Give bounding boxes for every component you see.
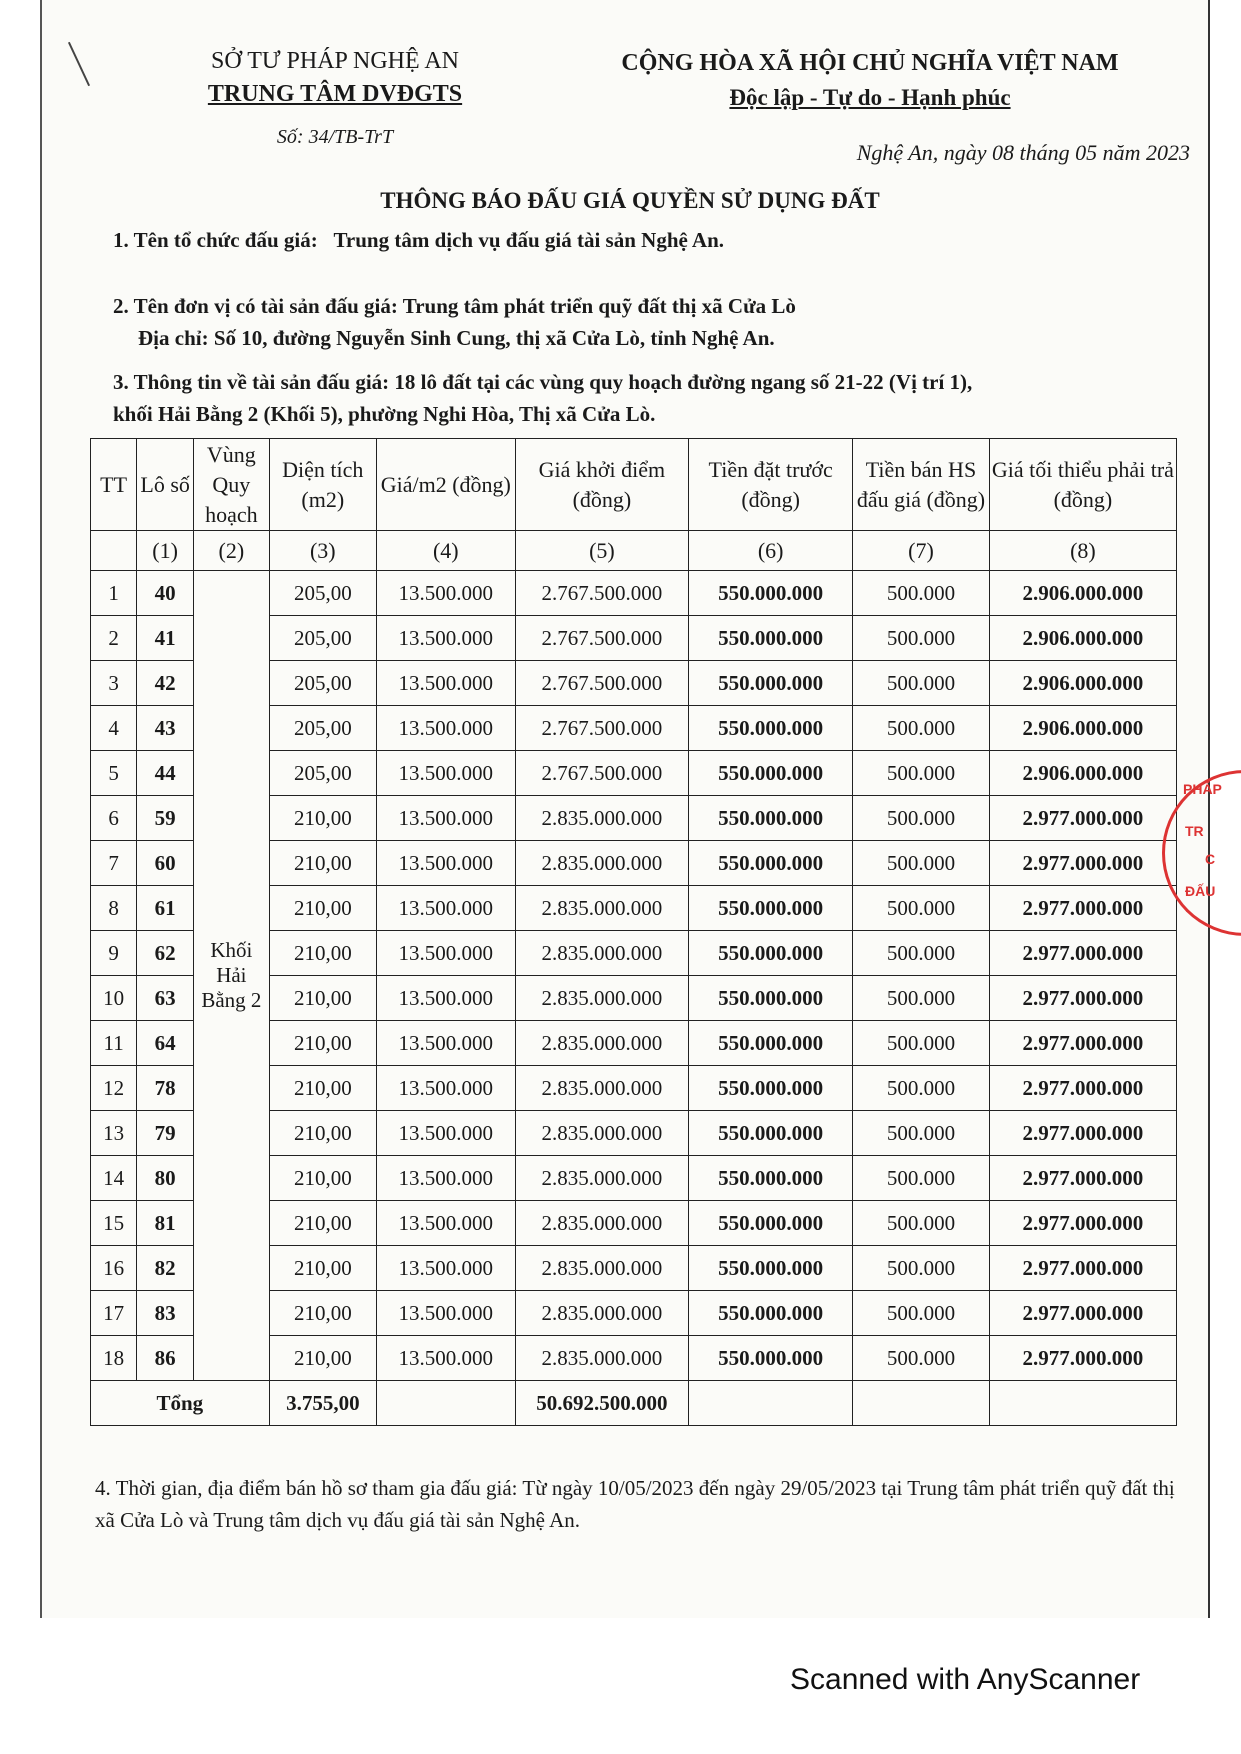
start-price-cell: 2.767.500.000	[515, 571, 688, 616]
fee-cell: 500.000	[853, 1201, 990, 1246]
fee-cell: 500.000	[853, 886, 990, 931]
start-price-cell: 2.767.500.000	[515, 661, 688, 706]
lot-cell: 41	[137, 616, 194, 661]
section-1-label: 1. Tên tổ chức đấu giá:	[113, 228, 318, 252]
stamp-text: TR	[1185, 823, 1204, 839]
national-header	[560, 50, 1180, 111]
stamp-text: ĐẤU	[1185, 883, 1216, 899]
start-price-cell: 2.835.000.000	[515, 1111, 688, 1156]
index-cell: (5)	[515, 531, 688, 571]
min-price-cell: 2.906.000.000	[989, 616, 1176, 661]
section-3-line1: 3. Thông tin về tài sản đấu giá: 18 lô đất tại các vùng quy hoạch đường ngang số 21-22 (Vị trí 1),	[113, 370, 973, 394]
deposit-cell: 550.000.000	[689, 931, 853, 976]
header-cell: Giá/m2 (đồng)	[376, 439, 515, 531]
start-price-cell: 2.767.500.000	[515, 751, 688, 796]
index-cell: (2)	[194, 531, 270, 571]
fee-cell: 500.000	[853, 706, 990, 751]
header-cell: TT	[91, 439, 137, 531]
empty-cell	[989, 1381, 1176, 1426]
min-price-cell: 2.977.000.000	[989, 1156, 1176, 1201]
lot-cell: 80	[137, 1156, 194, 1201]
section-4: 4. Thời gian, địa điểm bán hồ sơ tham gia đấu giá: Từ ngày 10/05/2023 đến ngày 29/05/2023 tại Trung tâm phát triển quỹ đất thị xã Cửa Lò và Trung tâm dịch vụ đấu giá tài sản Nghệ An.	[95, 1476, 1175, 1532]
lot-cell: 60	[137, 841, 194, 886]
area-cell: 205,00	[269, 661, 376, 706]
price-cell: 13.500.000	[376, 751, 515, 796]
min-price-cell: 2.906.000.000	[989, 661, 1176, 706]
scanner-watermark: Scanned with AnyScanner	[790, 1663, 1141, 1696]
column-index-row	[91, 531, 1177, 571]
price-cell: 13.500.000	[376, 796, 515, 841]
min-price-cell: 2.977.000.000	[989, 1336, 1176, 1381]
area-cell: 210,00	[269, 1111, 376, 1156]
min-price-cell: 2.977.000.000	[989, 1111, 1176, 1156]
motto: Độc lập - Tự do - Hạnh phúc	[729, 85, 1011, 110]
price-cell: 13.500.000	[376, 886, 515, 931]
header-cell: Lô số	[137, 439, 194, 531]
start-price-cell: 2.835.000.000	[515, 796, 688, 841]
price-cell: 13.500.000	[376, 1336, 515, 1381]
tt-cell: 5	[91, 751, 137, 796]
tt-cell: 8	[91, 886, 137, 931]
deposit-cell: 550.000.000	[689, 1021, 853, 1066]
fee-cell: 500.000	[853, 1336, 990, 1381]
area-cell: 210,00	[269, 1066, 376, 1111]
area-cell: 210,00	[269, 1336, 376, 1381]
deposit-cell: 550.000.000	[689, 886, 853, 931]
price-cell: 13.500.000	[376, 706, 515, 751]
section-1	[113, 224, 724, 256]
price-cell: 13.500.000	[376, 1246, 515, 1291]
fee-cell: 500.000	[853, 796, 990, 841]
area-cell: 205,00	[269, 616, 376, 661]
start-price-cell: 2.835.000.000	[515, 1021, 688, 1066]
price-cell: 13.500.000	[376, 571, 515, 616]
tt-cell: 7	[91, 841, 137, 886]
tt-cell: 3	[91, 661, 137, 706]
lot-cell: 83	[137, 1291, 194, 1336]
lot-cell: 64	[137, 1021, 194, 1066]
area-cell: 205,00	[269, 571, 376, 616]
price-cell: 13.500.000	[376, 1111, 515, 1156]
deposit-cell: 550.000.000	[689, 616, 853, 661]
index-cell: (8)	[989, 531, 1176, 571]
lot-cell: 61	[137, 886, 194, 931]
fee-cell: 500.000	[853, 1021, 990, 1066]
index-cell: (1)	[137, 531, 194, 571]
header-cell: Giá tối thiểu phải trả (đồng)	[989, 439, 1176, 531]
min-price-cell: 2.977.000.000	[989, 886, 1176, 931]
agency-line2: TRUNG TÂM DVĐGTS	[207, 81, 463, 107]
lot-cell: 59	[137, 796, 194, 841]
area-cell: 210,00	[269, 976, 376, 1021]
country-name: CỘNG HÒA XÃ HỘI CHỦ NGHĨA VIỆT NAM	[621, 50, 1119, 76]
lot-cell: 82	[137, 1246, 194, 1291]
total-label: Tổng	[91, 1381, 270, 1426]
deposit-cell: 550.000.000	[689, 976, 853, 1021]
price-cell: 13.500.000	[376, 1021, 515, 1066]
start-price-cell: 2.835.000.000	[515, 1336, 688, 1381]
price-cell: 13.500.000	[376, 976, 515, 1021]
deposit-cell: 550.000.000	[689, 1156, 853, 1201]
min-price-cell: 2.977.000.000	[989, 976, 1176, 1021]
area-cell: 210,00	[269, 1156, 376, 1201]
deposit-cell: 550.000.000	[689, 841, 853, 886]
table-header-row	[91, 439, 1177, 531]
agency-header	[160, 48, 510, 149]
lot-cell: 42	[137, 661, 194, 706]
header-cell: Giá khởi điểm (đồng)	[515, 439, 688, 531]
min-price-cell: 2.977.000.000	[989, 931, 1176, 976]
index-cell: (3)	[269, 531, 376, 571]
start-price-cell: 2.767.500.000	[515, 616, 688, 661]
start-price-cell: 2.835.000.000	[515, 1246, 688, 1291]
tt-cell: 15	[91, 1201, 137, 1246]
fee-cell: 500.000	[853, 571, 990, 616]
document-title: THÔNG BÁO ĐẤU GIÁ QUYỀN SỬ DỤNG ĐẤT	[380, 188, 880, 213]
header-cell: Tiền đặt trước (đồng)	[689, 439, 853, 531]
area-cell: 210,00	[269, 1246, 376, 1291]
start-price-cell: 2.835.000.000	[515, 931, 688, 976]
index-cell	[91, 531, 137, 571]
start-price-cell: 2.835.000.000	[515, 841, 688, 886]
issue-date: Nghệ An, ngày 08 tháng 05 năm 2023	[856, 140, 1190, 165]
tt-cell: 17	[91, 1291, 137, 1336]
fee-cell: 500.000	[853, 751, 990, 796]
deposit-cell: 550.000.000	[689, 1201, 853, 1246]
zone-cell: Khối Hải Bằng 2	[194, 571, 270, 1381]
area-cell: 205,00	[269, 706, 376, 751]
header-cell: Tiền bán HS đấu giá (đồng)	[853, 439, 990, 531]
price-cell: 13.500.000	[376, 1291, 515, 1336]
min-price-cell: 2.977.000.000	[989, 1201, 1176, 1246]
section-3-line2: khối Hải Bằng 2 (Khối 5), phường Nghi Hòa, Thị xã Cửa Lò.	[113, 402, 656, 426]
tt-cell: 10	[91, 976, 137, 1021]
min-price-cell: 2.906.000.000	[989, 571, 1176, 616]
tt-cell: 6	[91, 796, 137, 841]
start-price-cell: 2.835.000.000	[515, 1156, 688, 1201]
area-cell: 210,00	[269, 1291, 376, 1336]
start-price-cell: 2.835.000.000	[515, 886, 688, 931]
section-2-line2: Địa chỉ: Số 10, đường Nguyễn Sinh Cung, thị xã Cửa Lò, tỉnh Nghệ An.	[138, 326, 775, 350]
index-cell: (6)	[689, 531, 853, 571]
deposit-cell: 550.000.000	[689, 1066, 853, 1111]
start-price-cell: 2.835.000.000	[515, 976, 688, 1021]
auction-table	[90, 438, 1177, 1426]
tt-cell: 18	[91, 1336, 137, 1381]
section-1-value: Trung tâm dịch vụ đấu giá tài sản Nghệ An.	[333, 228, 725, 252]
fee-cell: 500.000	[853, 1156, 990, 1201]
deposit-cell: 550.000.000	[689, 1336, 853, 1381]
stamp-text: PHÁP	[1183, 781, 1222, 797]
tt-cell: 2	[91, 616, 137, 661]
lot-cell: 43	[137, 706, 194, 751]
price-cell: 13.500.000	[376, 931, 515, 976]
start-price-cell: 2.767.500.000	[515, 706, 688, 751]
fee-cell: 500.000	[853, 1246, 990, 1291]
area-cell: 210,00	[269, 886, 376, 931]
fee-cell: 500.000	[853, 841, 990, 886]
start-price-cell: 2.835.000.000	[515, 1201, 688, 1246]
area-cell: 210,00	[269, 1201, 376, 1246]
start-price-cell: 2.835.000.000	[515, 1066, 688, 1111]
area-cell: 210,00	[269, 931, 376, 976]
min-price-cell: 2.977.000.000	[989, 1246, 1176, 1291]
tt-cell: 11	[91, 1021, 137, 1066]
empty-cell	[376, 1381, 515, 1426]
area-cell: 210,00	[269, 796, 376, 841]
fee-cell: 500.000	[853, 1111, 990, 1156]
header-cell: Vùng Quy hoạch	[194, 439, 270, 531]
total-area: 3.755,00	[269, 1381, 376, 1426]
lot-cell: 44	[137, 751, 194, 796]
price-cell: 13.500.000	[376, 841, 515, 886]
deposit-cell: 550.000.000	[689, 796, 853, 841]
fee-cell: 500.000	[853, 931, 990, 976]
start-price-cell: 2.835.000.000	[515, 1291, 688, 1336]
lot-cell: 78	[137, 1066, 194, 1111]
stamp-text: C	[1205, 851, 1216, 867]
doc-number: Số: 34/TB-TrT	[276, 126, 394, 148]
lot-cell: 79	[137, 1111, 194, 1156]
index-cell: (4)	[376, 531, 515, 571]
tt-cell: 9	[91, 931, 137, 976]
lot-cell: 81	[137, 1201, 194, 1246]
index-cell: (7)	[853, 531, 990, 571]
total-start-price: 50.692.500.000	[515, 1381, 688, 1426]
deposit-cell: 550.000.000	[689, 661, 853, 706]
table-body	[91, 571, 1177, 1426]
deposit-cell: 550.000.000	[689, 1246, 853, 1291]
fee-cell: 500.000	[853, 1066, 990, 1111]
price-cell: 13.500.000	[376, 1201, 515, 1246]
tt-cell: 1	[91, 571, 137, 616]
deposit-cell: 550.000.000	[689, 706, 853, 751]
empty-cell	[853, 1381, 990, 1426]
fee-cell: 500.000	[853, 661, 990, 706]
min-price-cell: 2.906.000.000	[989, 706, 1176, 751]
lot-cell: 63	[137, 976, 194, 1021]
deposit-cell: 550.000.000	[689, 1111, 853, 1156]
fee-cell: 500.000	[853, 616, 990, 661]
lot-cell: 86	[137, 1336, 194, 1381]
total-row	[91, 1381, 1177, 1426]
table-row	[91, 571, 1177, 616]
agency-line1: SỞ TƯ PHÁP NGHỆ AN	[211, 48, 459, 74]
deposit-cell: 550.000.000	[689, 571, 853, 616]
area-cell: 205,00	[269, 751, 376, 796]
area-cell: 210,00	[269, 841, 376, 886]
area-cell: 210,00	[269, 1021, 376, 1066]
header-cell: Diện tích (m2)	[269, 439, 376, 531]
tt-cell: 4	[91, 706, 137, 751]
lot-cell: 40	[137, 571, 194, 616]
price-cell: 13.500.000	[376, 1066, 515, 1111]
fee-cell: 500.000	[853, 976, 990, 1021]
tt-cell: 16	[91, 1246, 137, 1291]
empty-cell	[689, 1381, 853, 1426]
tt-cell: 14	[91, 1156, 137, 1201]
lot-cell: 62	[137, 931, 194, 976]
min-price-cell: 2.977.000.000	[989, 1021, 1176, 1066]
price-cell: 13.500.000	[376, 1156, 515, 1201]
tt-cell: 12	[91, 1066, 137, 1111]
fee-cell: 500.000	[853, 1291, 990, 1336]
min-price-cell: 2.977.000.000	[989, 1066, 1176, 1111]
deposit-cell: 550.000.000	[689, 1291, 853, 1336]
min-price-cell: 2.977.000.000	[989, 1291, 1176, 1336]
min-price-cell: 2.977.000.000	[989, 796, 1176, 841]
tt-cell: 13	[91, 1111, 137, 1156]
min-price-cell: 2.906.000.000	[989, 751, 1176, 796]
deposit-cell: 550.000.000	[689, 751, 853, 796]
min-price-cell: 2.977.000.000	[989, 841, 1176, 886]
price-cell: 13.500.000	[376, 661, 515, 706]
price-cell: 13.500.000	[376, 616, 515, 661]
section-2-line1: 2. Tên đơn vị có tài sản đấu giá: Trung tâm phát triển quỹ đất thị xã Cửa Lò	[113, 294, 796, 318]
